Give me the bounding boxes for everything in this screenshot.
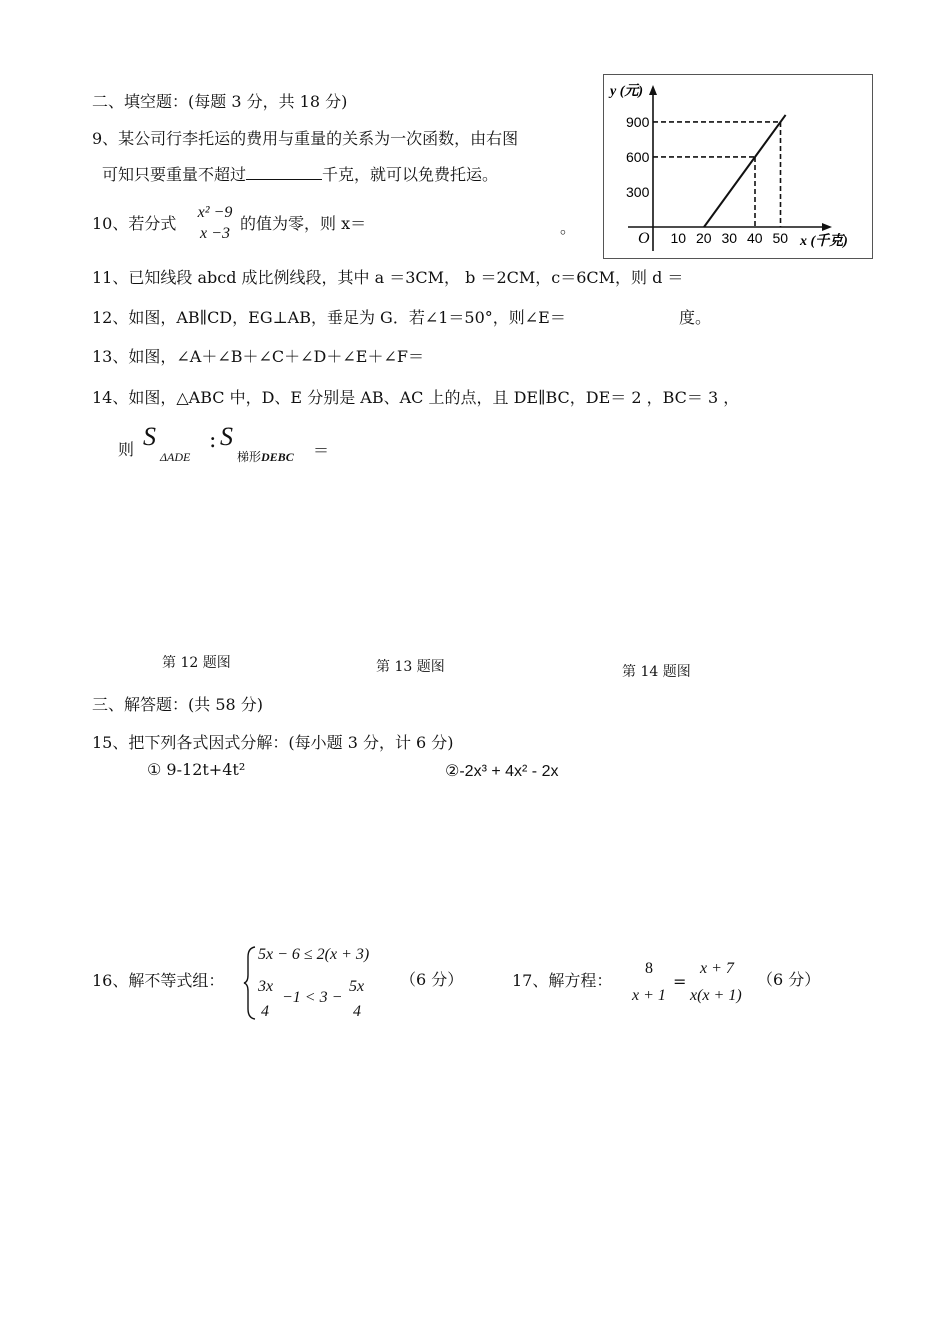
q12-unit: 度。 <box>679 308 712 327</box>
x-axis-label: x (千克) <box>800 234 848 249</box>
tick-labels <box>626 114 788 246</box>
x-tick-50: 50 <box>772 230 789 246</box>
q11-text: 11、已知线段 abcd 成比例线段，其中 a ＝3CM， b ＝2CM，c＝6CM，则 d ＝ <box>92 268 684 287</box>
y-axis-label: y (元) <box>610 84 644 99</box>
q17-label: 17、解方程： <box>512 971 613 990</box>
q14-s2: S <box>220 422 233 451</box>
caption-q12: 第 12 题图 <box>162 655 231 671</box>
q17-right-num: x + 7 <box>700 960 734 977</box>
q16-ineq2-mid: −1 < 3 − <box>282 989 343 1006</box>
q10-end: 。 <box>560 218 577 237</box>
q10-numerator: x² −9 <box>197 204 233 221</box>
section3-heading: 三、解答题：(共 58 分) <box>92 695 264 714</box>
q10-prefix: 10、若分式 <box>92 214 177 233</box>
q17-equals: = <box>673 972 687 991</box>
q16-ineq2-num: 3x <box>258 978 274 995</box>
x-tick-20: 20 <box>696 230 712 246</box>
q14-sub2-letters: DEBC <box>261 450 294 464</box>
q15-part1: ① 9-12t+4t² <box>147 760 246 779</box>
q16-ineq2-den: 4 <box>261 1003 269 1020</box>
q17-right-den: x(x + 1) <box>690 987 742 1004</box>
q17-points: （6 分） <box>757 970 821 989</box>
q14-sub2-trapezoid: 梯形 <box>237 450 262 464</box>
q16-label: 16、解不等式组： <box>92 971 225 990</box>
q15-title: 15、把下列各式因式分解：(每小题 3 分，计 6 分) <box>92 733 454 752</box>
x-axis-arrow <box>822 223 832 231</box>
q16-inequality1: 5x − 6 ≤ 2(x + 3) <box>258 946 370 963</box>
q16-points: （6 分） <box>400 970 464 989</box>
q10-fraction <box>190 204 240 242</box>
q9-line2-end: 千克，就可以免费托运。 <box>322 165 499 184</box>
q14-line1: 14、如图，△ABC 中，D、E 分别是 AB、AC 上的点，且 DE∥BC，DE＝ 2 ，BC＝ 3 ， <box>92 388 740 407</box>
q14-sub1: ΔADE <box>160 450 191 464</box>
origin-label: O <box>638 230 650 247</box>
q16-ineq2b-num: 5x <box>349 978 365 995</box>
q16-ineq2b-den: 4 <box>353 1003 361 1020</box>
q9-answer-blank[interactable] <box>246 179 322 180</box>
plot-area <box>653 115 786 227</box>
caption-q14: 第 14 题图 <box>622 664 691 680</box>
q15-part2: ②-2x³ + 4x² - 2x <box>445 763 559 780</box>
y-tick-900: 900 <box>626 113 650 130</box>
q9-line2 <box>102 165 498 185</box>
x-tick-30: 30 <box>721 230 738 246</box>
y-axis-arrow <box>649 85 657 95</box>
q17-left-num: 8 <box>645 960 653 977</box>
graph-svg <box>604 75 872 258</box>
q12-text: 12、如图，AB∥CD，EG⊥AB，垂足为 G．若∠1＝50°，则∠E＝ <box>92 308 566 327</box>
q14-equals: ＝ <box>313 441 330 460</box>
y-tick-300: 300 <box>626 183 650 200</box>
q10-denominator: x −3 <box>200 225 230 242</box>
cost-weight-graph <box>603 74 873 259</box>
q13-text: 13、如图，∠A＋∠B＋∠C＋∠D＋∠E＋∠F＝ <box>92 347 424 366</box>
q9-line2-start: 可知只要重量不超过 <box>102 165 247 184</box>
q17-left-den: x + 1 <box>632 987 666 1004</box>
q16-brace <box>243 945 257 1021</box>
x-tick-10: 10 <box>670 230 687 246</box>
section2-heading: 二、填空题：(每题 3 分，共 18 分) <box>92 92 348 111</box>
y-tick-600: 600 <box>626 148 650 165</box>
caption-q13: 第 13 题图 <box>376 659 445 675</box>
q10-suffix: 的值为零，则 x＝ <box>240 214 367 233</box>
function-line <box>704 115 786 227</box>
x-tick-40: 40 <box>747 230 763 246</box>
q14-sub2 <box>237 447 294 467</box>
q14-s1: S <box>143 422 156 451</box>
q14-colon: : <box>209 428 217 453</box>
q9-line1: 9、某公司行李托运的费用与重量的关系为一次函数，由右图 <box>92 129 519 148</box>
q14-ze: 则 <box>118 440 135 459</box>
